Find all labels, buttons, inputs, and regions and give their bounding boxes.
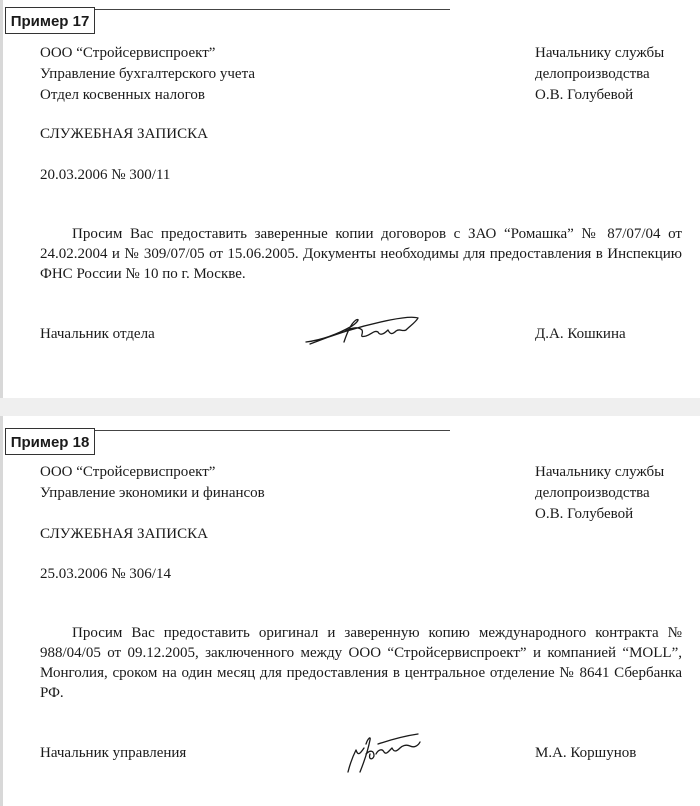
signer-name: М.А. Коршунов bbox=[535, 745, 637, 761]
signer-position: Начальник отдела bbox=[40, 326, 155, 342]
example-label: Пример 18 bbox=[5, 428, 95, 455]
example-18 bbox=[0, 416, 700, 806]
memo-body: Просим Вас предоставить заверенные копии договоров с ЗАО “Ромашка” № 87/07/04 от 24.02.2004 и № 309/07/05 от 15.06.2005. Документы необходимы для предоставления в Инспекцию ФНС России № 10 по г. Москве. bbox=[40, 226, 682, 282]
memo-body: Просим Вас предоставить оригинал и заверенную копию международного контракта № 988/04/05 от 09.12.2005, заключенного между ООО “Стройсервиспроект” и компанией “MOLL”, Монголия, сроком на один месяц для предоставления в центральное отделение № 8641 Сбербанка РФ. bbox=[40, 625, 682, 701]
recipient-service: делопроизводства bbox=[535, 485, 650, 501]
document-type: СЛУЖЕБНАЯ ЗАПИСКА bbox=[40, 126, 208, 142]
document-type: СЛУЖЕБНАЯ ЗАПИСКА bbox=[40, 526, 208, 542]
recipient-name: О.В. Голубевой bbox=[535, 87, 634, 103]
header-rule bbox=[95, 430, 450, 431]
section-divider-band bbox=[0, 398, 700, 416]
example-17 bbox=[0, 0, 700, 398]
date-and-number: 25.03.2006 № 306/14 bbox=[40, 566, 171, 582]
recipient-name: О.В. Голубевой bbox=[535, 506, 634, 522]
organization-name: ООО “Стройсервиспроект” bbox=[40, 464, 216, 480]
signer-name: Д.А. Кошкина bbox=[535, 326, 626, 342]
department-name: Управление бухгалтерского учета bbox=[40, 66, 255, 82]
signer-position: Начальник управления bbox=[40, 745, 187, 761]
date-and-number: 20.03.2006 № 300/11 bbox=[40, 167, 171, 183]
department-name: Управление экономики и финансов bbox=[40, 485, 265, 501]
recipient-service: делопроизводства bbox=[535, 66, 650, 82]
header-rule bbox=[95, 9, 450, 10]
handwritten-signature bbox=[300, 308, 425, 348]
example-label: Пример 17 bbox=[5, 7, 95, 34]
handwritten-signature bbox=[340, 728, 425, 778]
organization-name: ООО “Стройсервиспроект” bbox=[40, 45, 216, 61]
recipient-position: Начальнику службы bbox=[535, 45, 665, 61]
recipient-position: Начальнику службы bbox=[535, 464, 665, 480]
subdepartment-name: Отдел косвенных налогов bbox=[40, 87, 205, 103]
